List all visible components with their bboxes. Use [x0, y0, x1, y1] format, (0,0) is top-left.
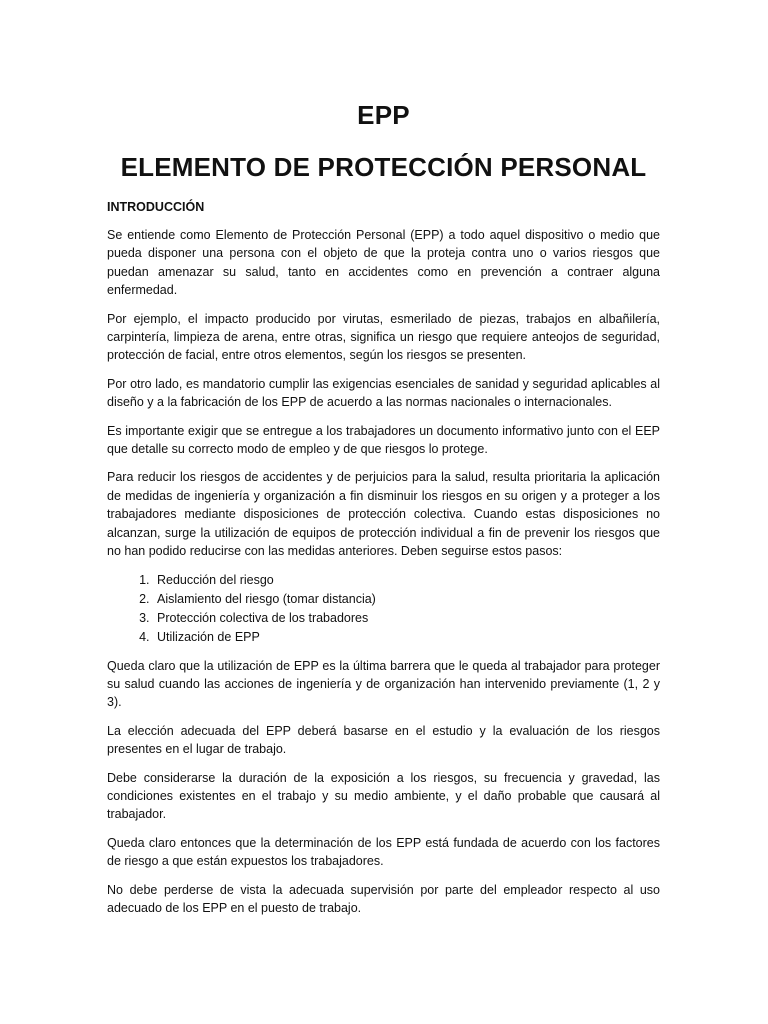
list-item: 3. Protección colectiva de los trabadores: [153, 609, 660, 628]
paragraph: Por ejemplo, el impacto producido por virutas, esmerilado de piezas, trabajos en albañilería, carpintería, limpieza de arena, entre otras, significa un riesgo que requiere anteojos de seguridad, protección de facial, entre otros elementos, según los riesgos se presenten.: [107, 311, 660, 363]
paragraph: Debe considerarse la duración de la exposición a los riesgos, su frecuencia y gravedad, las condiciones existentes en el trabajo y su medio ambiente, y el daño probable que causará al trabajador.: [107, 770, 660, 822]
paragraph: Por otro lado, es mandatorio cumplir las exigencias esenciales de sanidad y seguridad aplicables al diseño y a la fabricación de los EPP de acuerdo a las normas nacionales o internacionales.: [107, 376, 660, 410]
document-subtitle: ELEMENTO DE PROTECCIÓN PERSONAL: [120, 152, 647, 182]
paragraph: No debe perderse de vista la adecuada supervisión por parte del empleador respecto al uso adecuado de los EPP en el puesto de trabajo.: [107, 882, 660, 915]
paragraph: Queda claro entonces que la determinación de los EPP está fundada de acuerdo con los factores de riesgo a que están expuestos los trabajadores.: [107, 835, 660, 869]
section-heading-introduccion: INTRODUCCIÓN: [107, 200, 205, 214]
paragraph: Se entiende como Elemento de Protección Personal (EPP) a todo aquel dispositivo o medio que pueda disponer una persona con el objeto de que la proteja contra uno o varios riesgos que puedan amenazar su salud, tanto en accidentes como en prevención a contraer alguna enfermedad.: [107, 228, 660, 298]
paragraph: Para reducir los riesgos de accidentes y de perjuicios para la salud, resulta prioritaria la aplicación de medidas de ingeniería y organización a fin disminuir los riesgos en su origen y a proteger a los trabajadores mediante disposiciones de protección colectiva. Cuando estas disposiciones no alcanzan, surge la utilización de equipos de protección individual a fin de prevenir los riesgos que no han podido reducirse con las medidas anteriores. Deben seguirse estos pasos:: [107, 470, 660, 559]
paragraph: Queda claro que la utilización de EPP es la última barrera que le queda al trabajador para proteger su salud cuando las acciones de ingeniería y de organización han intervenido previamente (1, 2 y 3).: [107, 658, 660, 710]
steps-list: [107, 571, 660, 647]
list-item: 4. Utilización de EPP: [153, 628, 660, 647]
document-page: [107, 100, 660, 917]
list-item: 2. Aislamiento del riesgo (tomar distancia): [153, 590, 660, 609]
document-title: EPP: [357, 100, 410, 130]
paragraph: La elección adecuada del EPP deberá basarse en el estudio y la evaluación de los riesgos presentes en el lugar de trabajo.: [107, 723, 660, 757]
paragraph: Es importante exigir que se entregue a los trabajadores un documento informativo junto con el EEP que detalle su correcto modo de empleo y de que riesgos lo protege.: [107, 423, 660, 457]
list-item: 1. Reducción del riesgo: [153, 571, 660, 590]
